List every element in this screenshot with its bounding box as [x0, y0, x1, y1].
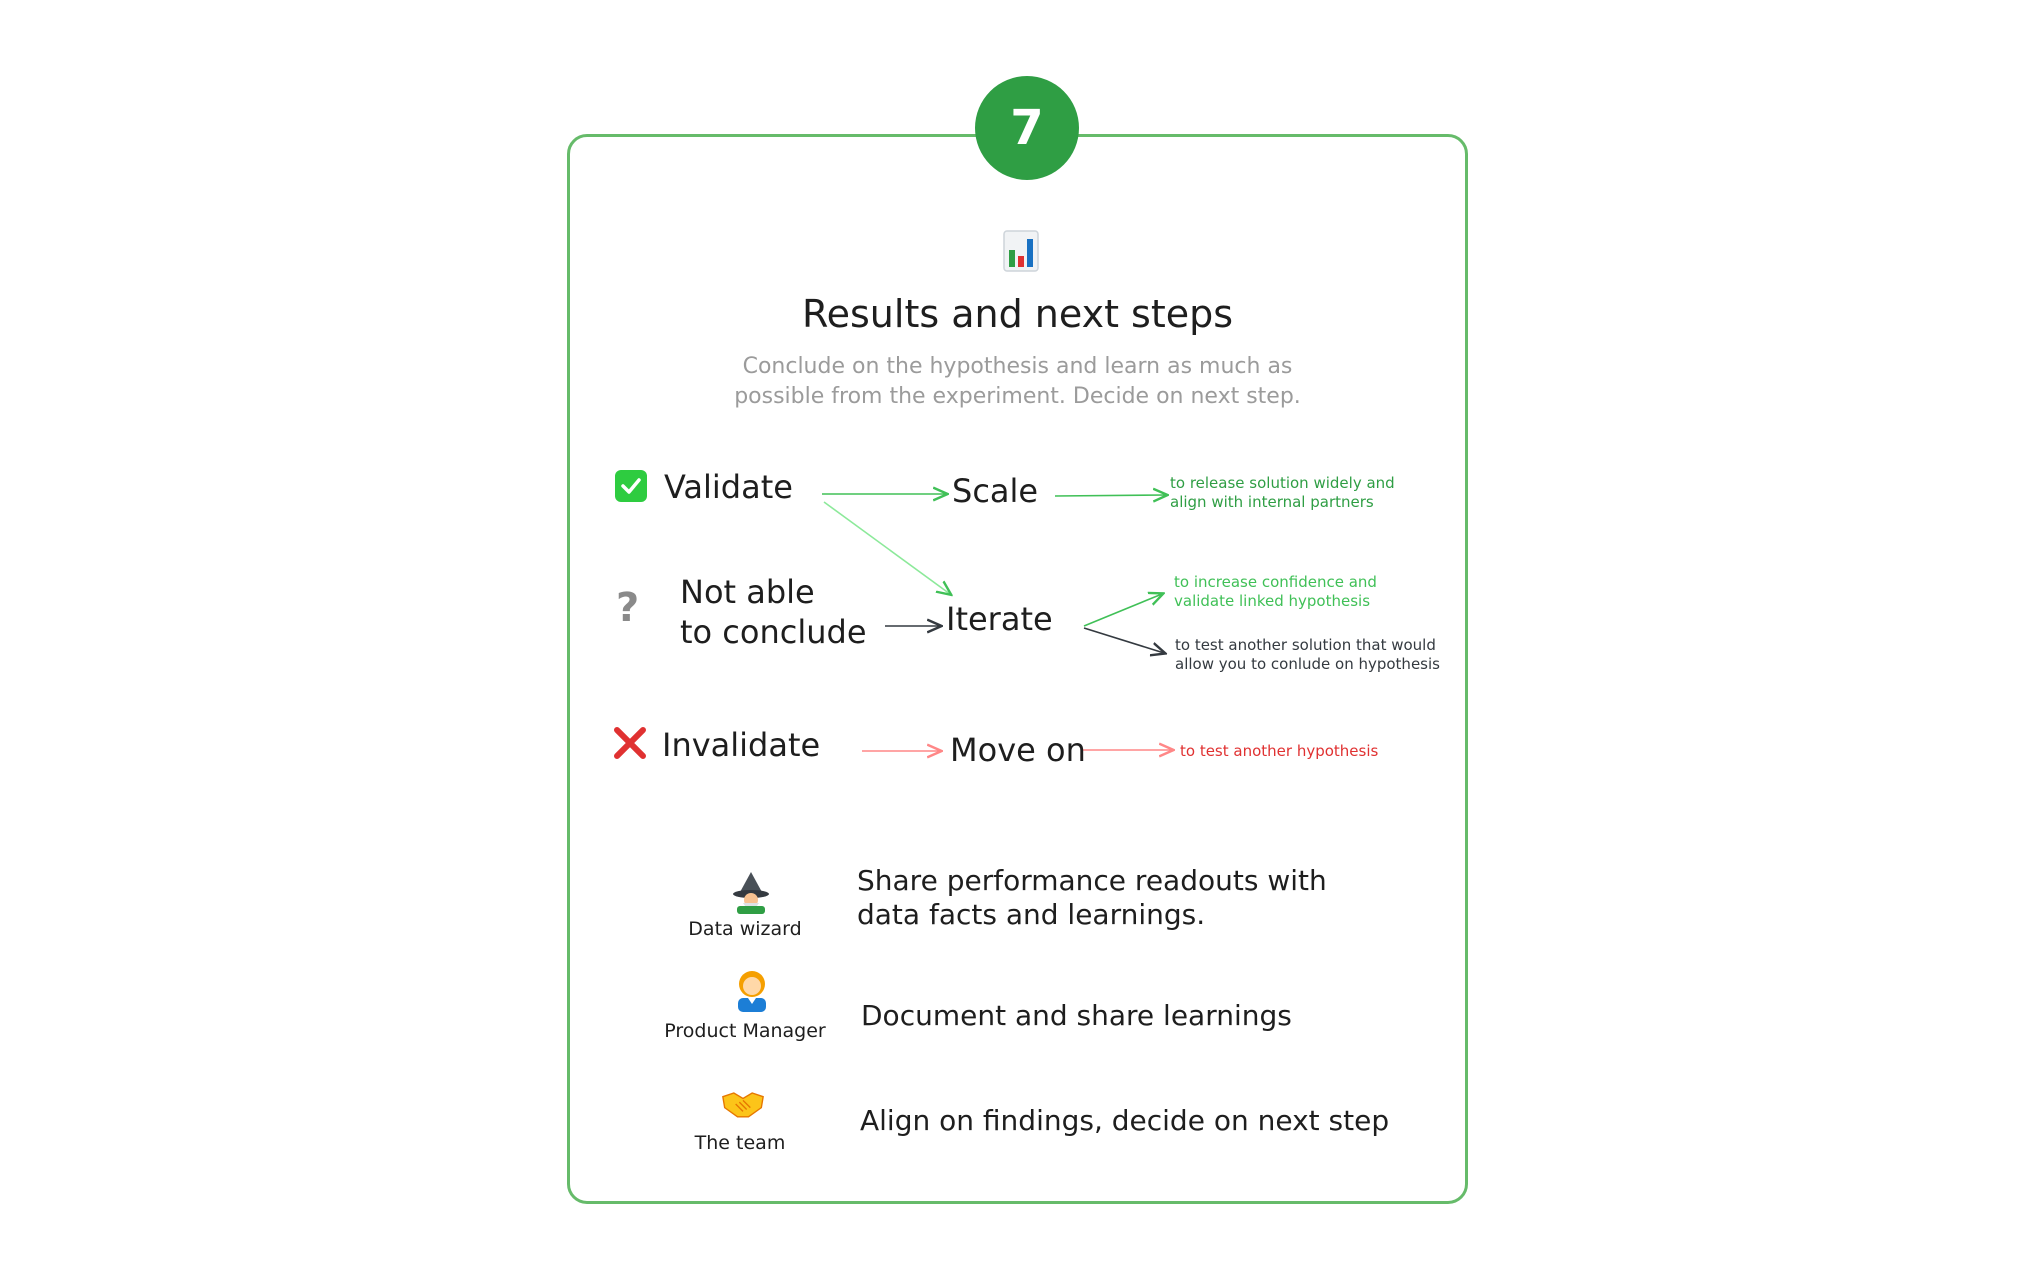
move-on-note: to test another hypothesis	[1180, 742, 1379, 760]
wizard-icon	[729, 870, 773, 914]
validate-label: Validate	[664, 468, 793, 506]
scale-note-line1: to release solution widely and	[1170, 474, 1395, 492]
not-able-to-conclude-label	[680, 572, 867, 652]
arrow-iterate-note2	[1084, 628, 1164, 653]
role-desc-data-wizard-line2: data facts and learnings.	[857, 898, 1206, 931]
question-mark-icon: ?	[616, 585, 640, 631]
step-number-badge: 7	[975, 76, 1079, 180]
role-name-product-manager: Product Manager	[664, 1020, 826, 1042]
move-on-label: Move on	[950, 731, 1086, 769]
iterate-label: Iterate	[946, 600, 1053, 638]
role-desc-product-manager: Document and share learnings	[861, 999, 1292, 1032]
iterate-note2-line1: to test another solution that would	[1175, 636, 1436, 654]
not-conclude-line2: to conclude	[680, 613, 867, 651]
iterate-note2-line2: allow you to conlude on hypothesis	[1175, 655, 1440, 673]
role-desc-data-wizard-line1: Share performance readouts with	[857, 864, 1327, 897]
product-manager-icon	[730, 968, 774, 1012]
iterate-note1-line1: to increase confidence and	[1174, 573, 1377, 591]
iterate-note1-line2: validate linked hypothesis	[1174, 592, 1371, 610]
role-desc-data-wizard	[857, 864, 1327, 932]
not-conclude-line1: Not able	[680, 573, 815, 611]
handshake-icon	[721, 1082, 765, 1126]
check-mark-icon	[615, 470, 647, 502]
iterate-note-another-solution	[1175, 636, 1440, 674]
scale-label: Scale	[952, 472, 1039, 510]
page-title: Results and next steps	[801, 292, 1234, 336]
arrow-iterate-note1	[1084, 594, 1162, 626]
arrow-scale-note	[1055, 495, 1166, 496]
role-desc-the-team: Align on findings, decide on next step	[860, 1104, 1390, 1137]
subtitle-text: Conclude on the hypothesis and learn as much as possible from the experiment. Decide on next step.	[734, 354, 1301, 409]
scale-note-line2: align with internal partners	[1170, 493, 1374, 511]
invalidate-label: Invalidate	[662, 726, 821, 764]
role-name-the-team: The team	[694, 1132, 786, 1154]
iterate-note-confidence	[1174, 573, 1377, 611]
scale-note	[1170, 474, 1395, 512]
cross-mark-icon	[612, 725, 648, 761]
role-name-data-wizard: Data wizard	[688, 918, 802, 940]
